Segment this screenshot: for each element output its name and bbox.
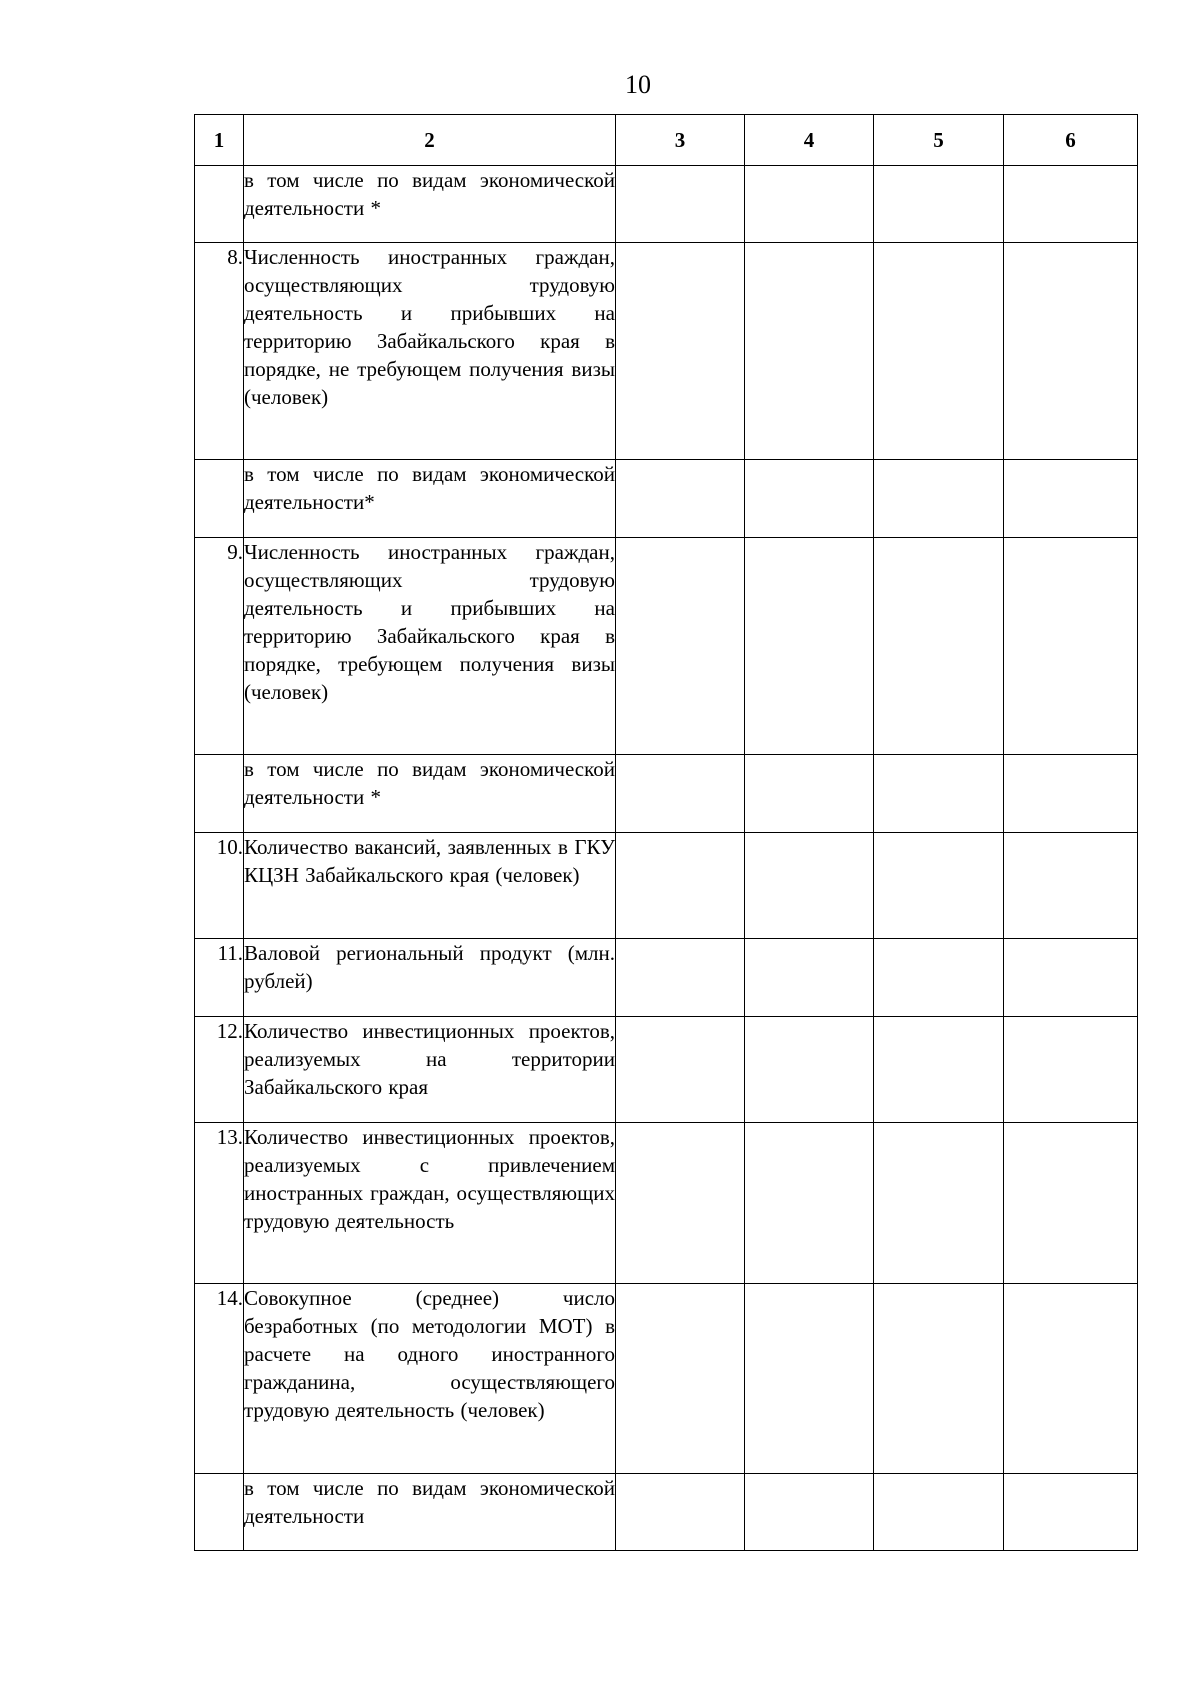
value-cell [1004, 1017, 1138, 1123]
value-cell [745, 1017, 874, 1123]
row-description: в том числе по видам экономической деятельности * [244, 166, 616, 243]
value-cell [874, 243, 1004, 460]
value-cell [745, 1123, 874, 1284]
value-cell [745, 1474, 874, 1551]
value-cell [1004, 460, 1138, 538]
value-cell [745, 1284, 874, 1474]
column-header-2: 2 [244, 115, 616, 166]
value-cell [616, 939, 745, 1017]
value-cell [616, 460, 745, 538]
row-description: Количество инвестиционных проектов, реализуемых с привлечением иностранных граждан, осуществляющих трудовую деятельность [244, 1123, 616, 1284]
row-number: 12. [195, 1017, 244, 1123]
row-number: 13. [195, 1123, 244, 1284]
value-cell [616, 1017, 745, 1123]
row-description: Численность иностранных граждан, осуществляющих трудовую деятельность и прибывших на территорию Забайкальского края в порядке, не требующем получения визы (человек) [244, 243, 616, 460]
indicators-table [194, 114, 1138, 1551]
value-cell [616, 1123, 745, 1284]
column-header-6: 6 [1004, 115, 1138, 166]
table-row [195, 538, 1138, 755]
row-number [195, 1474, 244, 1551]
table-row [195, 1017, 1138, 1123]
row-description: Количество инвестиционных проектов, реализуемых на территории Забайкальского края [244, 1017, 616, 1123]
value-cell [874, 460, 1004, 538]
row-number: 8. [195, 243, 244, 460]
table-row [195, 1474, 1138, 1551]
row-description: в том числе по видам экономической деятельности * [244, 755, 616, 833]
value-cell [616, 243, 745, 460]
value-cell [616, 755, 745, 833]
value-cell [874, 833, 1004, 939]
table-row [195, 1123, 1138, 1284]
row-description: Совокупное (среднее) число безработных (по методологии МОТ) в расчете на одного иностранного гражданина, осуществляющего трудовую деятельность (человек) [244, 1284, 616, 1474]
column-header-5: 5 [874, 115, 1004, 166]
table-row [195, 939, 1138, 1017]
row-number: 14. [195, 1284, 244, 1474]
table-row [195, 166, 1138, 243]
row-description: в том числе по видам экономической деятельности [244, 1474, 616, 1551]
table-row [195, 460, 1138, 538]
value-cell [745, 939, 874, 1017]
value-cell [1004, 755, 1138, 833]
value-cell [874, 1017, 1004, 1123]
value-cell [745, 538, 874, 755]
value-cell [874, 755, 1004, 833]
value-cell [874, 538, 1004, 755]
row-description: Количество вакансий, заявленных в ГКУ КЦЗН Забайкальского края (человек) [244, 833, 616, 939]
value-cell [874, 1123, 1004, 1284]
value-cell [874, 166, 1004, 243]
value-cell [616, 538, 745, 755]
row-number: 11. [195, 939, 244, 1017]
value-cell [874, 939, 1004, 1017]
value-cell [745, 166, 874, 243]
table-row [195, 1284, 1138, 1474]
value-cell [1004, 538, 1138, 755]
value-cell [874, 1474, 1004, 1551]
row-number: 10. [195, 833, 244, 939]
row-number [195, 460, 244, 538]
table-header-row [195, 115, 1138, 166]
value-cell [1004, 166, 1138, 243]
column-header-4: 4 [745, 115, 874, 166]
row-description: Валовой региональный продукт (млн. рублей) [244, 939, 616, 1017]
column-header-1: 1 [195, 115, 244, 166]
value-cell [745, 243, 874, 460]
value-cell [1004, 939, 1138, 1017]
value-cell [1004, 1474, 1138, 1551]
value-cell [1004, 1123, 1138, 1284]
value-cell [616, 166, 745, 243]
table-row [195, 833, 1138, 939]
page-number: 10 [625, 70, 651, 99]
value-cell [1004, 1284, 1138, 1474]
value-cell [616, 833, 745, 939]
value-cell [874, 1284, 1004, 1474]
value-cell [1004, 833, 1138, 939]
row-number [195, 755, 244, 833]
row-description: в том числе по видам экономической деятельности* [244, 460, 616, 538]
value-cell [745, 833, 874, 939]
row-number: 9. [195, 538, 244, 755]
row-number [195, 166, 244, 243]
value-cell [616, 1284, 745, 1474]
row-description: Численность иностранных граждан, осуществляющих трудовую деятельность и прибывших на территорию Забайкальского края в порядке, требующем получения визы (человек) [244, 538, 616, 755]
value-cell [1004, 243, 1138, 460]
table-row [195, 755, 1138, 833]
value-cell [616, 1474, 745, 1551]
value-cell [745, 755, 874, 833]
value-cell [745, 460, 874, 538]
table-row [195, 243, 1138, 460]
column-header-3: 3 [616, 115, 745, 166]
